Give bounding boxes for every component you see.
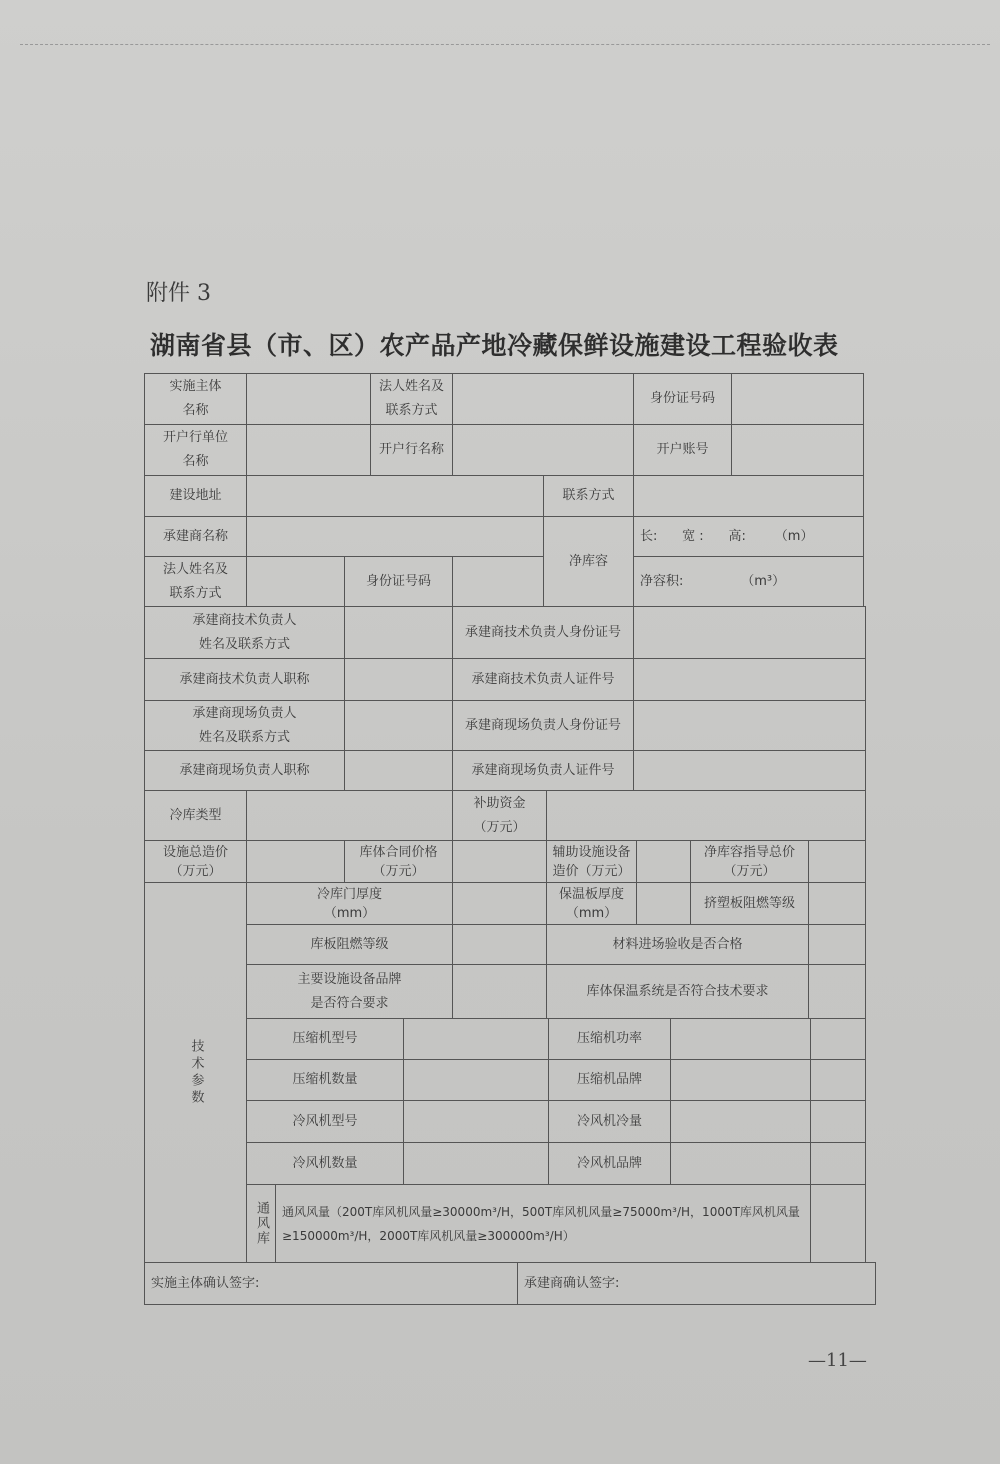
guide-price-field[interactable] xyxy=(808,840,866,883)
site-lead-id-field[interactable] xyxy=(633,700,866,751)
label-entity-name: 实施主体 名称 xyxy=(144,373,247,425)
site-lead-title-field[interactable] xyxy=(344,750,453,791)
label-subsidy: 补助资金 （万元） xyxy=(452,790,547,841)
attachment-label: 附件 3 xyxy=(146,281,211,306)
contractor-signature-field[interactable]: 承建商确认签字: xyxy=(517,1262,876,1305)
label-fan-brand: 冷风机品牌 xyxy=(548,1142,671,1185)
body-price-field[interactable] xyxy=(452,840,547,883)
label-fan-model: 冷风机型号 xyxy=(246,1100,404,1143)
label-contractor: 承建商名称 xyxy=(144,516,247,557)
tech-lead-title-field[interactable] xyxy=(344,658,453,701)
label-insulation-ok: 库体保温系统是否符合技术要求 xyxy=(546,964,809,1019)
label-bank-name: 开户行名称 xyxy=(370,424,453,476)
label-tech-lead-cert: 承建商技术负责人证件号 xyxy=(452,658,634,701)
comp-brand-extra[interactable] xyxy=(810,1059,866,1101)
label-tech-params xyxy=(144,882,247,1263)
label-site-lead-title: 承建商现场负责人职称 xyxy=(144,750,345,791)
id-no-field[interactable] xyxy=(731,373,864,425)
label-tech-lead: 承建商技术负责人 姓名及联系方式 xyxy=(144,606,345,659)
divider xyxy=(20,44,990,45)
tech-lead-field[interactable] xyxy=(344,606,453,659)
panel-thickness-field[interactable] xyxy=(636,882,691,925)
label-site-lead: 承建商现场负责人 姓名及联系方式 xyxy=(144,700,345,751)
label-legal-person: 法人姓名及 联系方式 xyxy=(370,373,453,425)
fan-capacity-extra[interactable] xyxy=(810,1100,866,1143)
comp-qty-field[interactable] xyxy=(403,1059,549,1101)
label-aux-cost: 辅助设施设备 造价（万元） xyxy=(546,840,637,883)
comp-brand-field[interactable] xyxy=(670,1059,811,1101)
label-guide-price: 净库容指导总价 （万元） xyxy=(690,840,809,883)
label-airflow: 通风风量（200T库风机风量≥30000m³/H，500T库风机风量≥75000m³/H，1000T库风机风量≥150000m³/H，2000T库风机风量≥300000m³/H） xyxy=(275,1184,811,1263)
label-comp-brand: 压缩机品牌 xyxy=(548,1059,671,1101)
label-site-lead-id: 承建商现场负责人身份证号 xyxy=(452,700,634,751)
label-bank-unit: 开户行单位 名称 xyxy=(144,424,247,476)
label-panel-grade: 库板阻燃等级 xyxy=(246,924,453,965)
label-tech-lead-title: 承建商技术负责人职称 xyxy=(144,658,345,701)
airflow-field[interactable] xyxy=(810,1184,866,1263)
fan-brand-field[interactable] xyxy=(670,1142,811,1185)
label-fan-qty: 冷风机数量 xyxy=(246,1142,404,1185)
page-number: —11— xyxy=(808,1350,867,1371)
label-ventilated xyxy=(246,1184,276,1263)
contractor-legal-field[interactable] xyxy=(246,556,345,607)
account-field[interactable] xyxy=(731,424,864,476)
bank-unit-field[interactable] xyxy=(246,424,371,476)
comp-power-field[interactable] xyxy=(670,1018,811,1060)
contractor-id-field[interactable] xyxy=(452,556,544,607)
label-contractor-id: 身份证号码 xyxy=(344,556,453,607)
label-comp-power: 压缩机功率 xyxy=(548,1018,671,1060)
fan-brand-extra[interactable] xyxy=(810,1142,866,1185)
dimensions-field[interactable]: 长: 宽 : 高: （m） xyxy=(633,516,864,557)
label-fan-capacity: 冷风机冷量 xyxy=(548,1100,671,1143)
door-thickness-field[interactable] xyxy=(452,882,547,925)
fan-capacity-field[interactable] xyxy=(670,1100,811,1143)
label-xps-grade: 挤塑板阻燃等级 xyxy=(690,882,809,925)
label-site-lead-cert: 承建商现场负责人证件号 xyxy=(452,750,634,791)
panel-grade-field[interactable] xyxy=(452,924,547,965)
material-check-field[interactable] xyxy=(808,924,866,965)
label-account: 开户账号 xyxy=(633,424,732,476)
tech-lead-cert-field[interactable] xyxy=(633,658,866,701)
contact-field[interactable] xyxy=(633,475,864,517)
label-contractor-legal: 法人姓名及 联系方式 xyxy=(144,556,247,607)
subsidy-field[interactable] xyxy=(546,790,866,841)
comp-model-field[interactable] xyxy=(403,1018,549,1060)
net-volume-field[interactable]: 净容积: （m³） xyxy=(633,556,864,607)
tech-params-text: 技术参数 xyxy=(188,1038,204,1107)
label-total-cost: 设施总造价 （万元） xyxy=(144,840,247,883)
label-door-thickness: 冷库门厚度 （mm） xyxy=(246,882,453,925)
site-lead-cert-field[interactable] xyxy=(633,750,866,791)
label-panel-thickness: 保温板厚度 （mm） xyxy=(546,882,637,925)
label-material-check: 材料进场验收是否合格 xyxy=(546,924,809,965)
label-brand-ok: 主要设施设备品牌 是否符合要求 xyxy=(246,964,453,1019)
site-lead-field[interactable] xyxy=(344,700,453,751)
comp-power-extra[interactable] xyxy=(810,1018,866,1060)
cold-type-field[interactable] xyxy=(246,790,453,841)
label-address: 建设地址 xyxy=(144,475,247,517)
total-cost-field[interactable] xyxy=(246,840,345,883)
fan-model-field[interactable] xyxy=(403,1100,549,1143)
label-body-price: 库体合同价格 （万元） xyxy=(344,840,453,883)
label-comp-qty: 压缩机数量 xyxy=(246,1059,404,1101)
tech-lead-id-field[interactable] xyxy=(633,606,866,659)
label-id-no: 身份证号码 xyxy=(633,373,732,425)
entity-name-field[interactable] xyxy=(246,373,371,425)
entity-signature-field[interactable]: 实施主体确认签字: xyxy=(144,1262,518,1305)
label-tech-lead-id: 承建商技术负责人身份证号 xyxy=(452,606,634,659)
legal-person-field[interactable] xyxy=(452,373,634,425)
label-net-capacity: 净库容 xyxy=(543,516,634,607)
contractor-field[interactable] xyxy=(246,516,544,557)
aux-cost-field[interactable] xyxy=(636,840,691,883)
brand-ok-field[interactable] xyxy=(452,964,547,1019)
xps-grade-field[interactable] xyxy=(808,882,866,925)
ventilated-text: 通风库 xyxy=(254,1201,269,1246)
fan-qty-field[interactable] xyxy=(403,1142,549,1185)
label-cold-type: 冷库类型 xyxy=(144,790,247,841)
label-comp-model: 压缩机型号 xyxy=(246,1018,404,1060)
address-field[interactable] xyxy=(246,475,544,517)
label-contact: 联系方式 xyxy=(543,475,634,517)
insulation-ok-field[interactable] xyxy=(808,964,866,1019)
form-title: 湖南省县（市、区）农产品产地冷藏保鲜设施建设工程验收表 xyxy=(150,331,839,360)
bank-name-field[interactable] xyxy=(452,424,634,476)
